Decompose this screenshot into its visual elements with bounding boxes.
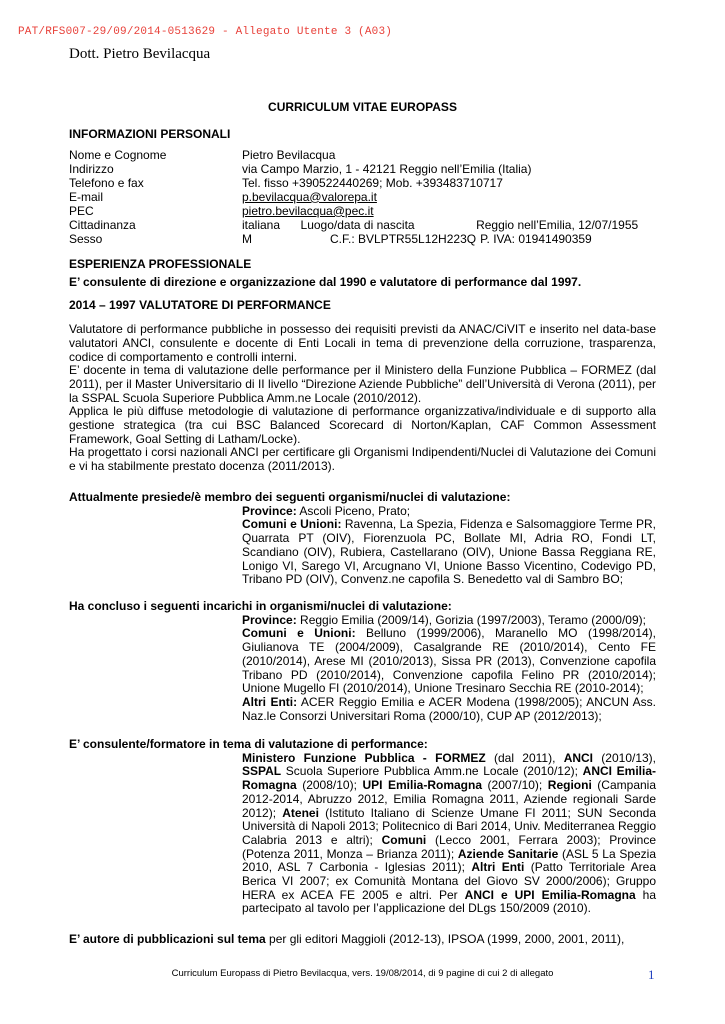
personal-info-section [69, 128, 656, 246]
name-value: Pietro Bevilacqua [242, 147, 336, 162]
past-roles-heading: Ha concluso i seguenti incarichi in organismi/nuclei di valutazione: [69, 599, 452, 613]
page-number: 1 [648, 967, 655, 982]
publications-label: E’ autore di pubblicazioni sul tema [69, 932, 266, 946]
page-footer: Curriculum Europass di Pietro Bevilacqua, vers. 19/08/2014, di 9 pagine di cui 2 di allegato [171, 968, 554, 979]
publications-text: per gli editori Maggioli (2012-13), IPSOA (1999, 2000, 2001, 2011), [265, 932, 625, 946]
experience-section [69, 258, 656, 474]
email-row [69, 190, 638, 204]
pec-link[interactable]: pietro.bevilacqua@pec.it [242, 203, 374, 218]
past-roles-section [69, 600, 656, 723]
sex-label: Sesso [69, 231, 103, 246]
protocol-stamp: PAT/RFS007-29/09/2014-0513629 - Allegato Utente 3 (A03) [18, 26, 393, 38]
current-provinces: Province: Ascoli Piceno, Prato; [242, 503, 411, 518]
trainer-heading: E’ consulente/formatore in tema di valutazione di performance: [69, 737, 428, 751]
experience-heading: ESPERIENZA PROFESSIONALE [69, 257, 252, 271]
experience-period: 2014 – 1997 VALUTATORE DI PERFORMANCE [69, 298, 331, 313]
citizenship-row [69, 218, 638, 232]
pec-row [69, 204, 638, 218]
sex-value: M [242, 231, 252, 246]
current-municipalities: Comuni e Unioni: Ravenna, La Spezia, Fidenza e Salsomaggiore Terme PR, Quarrata PT (OIV), Fiorenzuola PC, Bollate MI, Adria RO, Fondi LT, Scandiano (OIV), Rubiera, Castellarano (OIV), Unione Bassa Reggiana RE, Lonigo VI, Sarego VI, Arcugnano VI, Unione Basso Vicentino, Codevigo PD, Tribano PD (OIV), Convenz.ne capofila S. Benedetto val di Sambro BO; [242, 517, 656, 587]
past-other-entities: Altri Enti: ACER Reggio Emilia e ACER Modena (1998/2005); ANCUN Ass. Naz.le Consorzi Universitari Roma (2000/10), CUP AP (2012/2013); [242, 694, 656, 723]
experience-paragraph-4: Ha progettato i corsi nazionali ANCI per certificare gli Organismi Indipendenti/Nuclei di Valutazione dei Comuni e vi ha stabilmente prestato docenza (2011/2013). [69, 445, 656, 474]
personal-info-heading: INFORMAZIONI PERSONALI [69, 127, 231, 141]
author-header: Dott. Pietro Bevilacqua [69, 46, 211, 62]
address-label: Indirizzo [69, 161, 114, 176]
document-title: CURRICULUM VITAE EUROPASS [268, 100, 457, 114]
personal-info-table [69, 148, 638, 246]
pec-label: PEC [69, 203, 94, 218]
trainer-section [69, 738, 656, 916]
address-row [69, 162, 638, 176]
publications-line [69, 933, 656, 947]
experience-paragraph-1: Valutatore di performance pubbliche in possesso dei requisiti previsti da ANAC/CiVIT e inserito nel data-base valutatori ANCI, consulente e docente di Enti Locali in tema di prevenzione della corruzione, trasparenza, codice di comportamento e controlli interni. [69, 322, 656, 364]
past-municipalities: Comuni e Unioni: Belluno (1999/2006), Maranello MO (1998/2014), Giulianova TE (2004/2009), Casalgrande RE (2010/2014), Cento FE (2010/2014), Arese MI (2010/2013), Sissa PR (2013), Convenzione capofila Tribano PD (2010/2014), Convenzione capofila Felino PR (2010/2014); Unione Mugello FI (2010/2014), Unione Tresinaro Secchia RE (2010-2014); [242, 626, 657, 696]
citizenship-label: Cittadinanza [69, 217, 136, 232]
experience-paragraph-2: E’ docente in tema di valutazione delle performance per il Ministero della Funzione Pubblica – FORMEZ (dal 2011), per il Master Universitario di II livello “Direzione Aziende Pubbliche” dell’Università di Verona (2011), per la SSPAL Scuola Superiore Pubblica Amm.ne Locale (2010/2012). [69, 363, 656, 405]
sex-row [69, 232, 638, 246]
vat-number: P. IVA: 01941490359 [480, 231, 592, 246]
current-roles-section [69, 491, 656, 587]
experience-paragraph-3: Applica le più diffuse metodologie di valutazione di performance organizzativa/individuale e di supporto alla gestione strategica (tra cui BSC Balanced Scorecard di Norton/Kaplan, CAF Common Assessment Framework, Goal Setting di Latham/Locke). [69, 404, 656, 446]
birth-label: Luogo/data di nascita [300, 217, 415, 232]
phone-value: Tel. fisso +390522440269; Mob. +393483710717 [242, 175, 503, 190]
email-label: E-mail [69, 189, 104, 204]
phone-row [69, 176, 638, 190]
address-value: via Campo Marzio, 1 - 42121 Reggio nell’Emilia (Italia) [242, 161, 532, 176]
citizenship-value: italiana [242, 217, 281, 232]
past-provinces: Province: Reggio Emilia (2009/14), Gorizia (1997/2003), Teramo (2000/09); [242, 612, 646, 627]
experience-summary: E’ consulente di direzione e organizzazione dal 1990 e valutatore di performance dal 1997. [69, 274, 582, 289]
tax-code: C.F.: BVLPTR55L12H223Q [330, 231, 477, 246]
current-roles-heading: Attualmente presiede/è membro dei seguenti organismi/nuclei di valutazione: [69, 490, 511, 504]
trainer-text: Ministero Funzione Pubblica - FORMEZ (dal 2011), ANCI (2010/13), SSPAL Scuola Superiore Pubblica Amm.ne Locale (2010/12); ANCI Emilia-Romagna (2008/10); UPI Emilia-Romagna (2007/10); Regioni (Campania 2012-2014, Abruzzo 2012, Emilia Romagna 2011, Aziende regionali Sarde 2012); Atenei (Istituto Italiano di Scienze Umane FI 2011; SUN Seconda Università di Napoli 2013; Politecnico di Bari 2014, Univ. Mediterranea Reggio Calabria 2013 e altri); Comuni (Lecco 2001, Ferrara 2003); Province (Potenza 2011, Monza – Brianza 2011); Aziende Sanitarie (ASL 5 La Spezia 2010, ASL 7 Carbonia - Iglesias 2011); Altri Enti (Patto Territoriale Area Berica VI 2007; ex Comunità Montana del Giovo SV 2000/2006); Gruppo HERA ex ACEA FE 2005 e altri. Per ANCI e UPI Emilia-Romagna ha partecipato al tavolo per l’applicazione del DLgs 150/2009 (2010). [242, 750, 657, 916]
birth-value: Reggio nell’Emilia, 12/07/1955 [476, 217, 639, 232]
phone-label: Telefono e fax [69, 175, 144, 190]
name-row [69, 148, 638, 162]
name-label: Nome e Cognome [69, 147, 167, 162]
email-link[interactable]: p.bevilacqua@valorepa.it [242, 189, 377, 204]
